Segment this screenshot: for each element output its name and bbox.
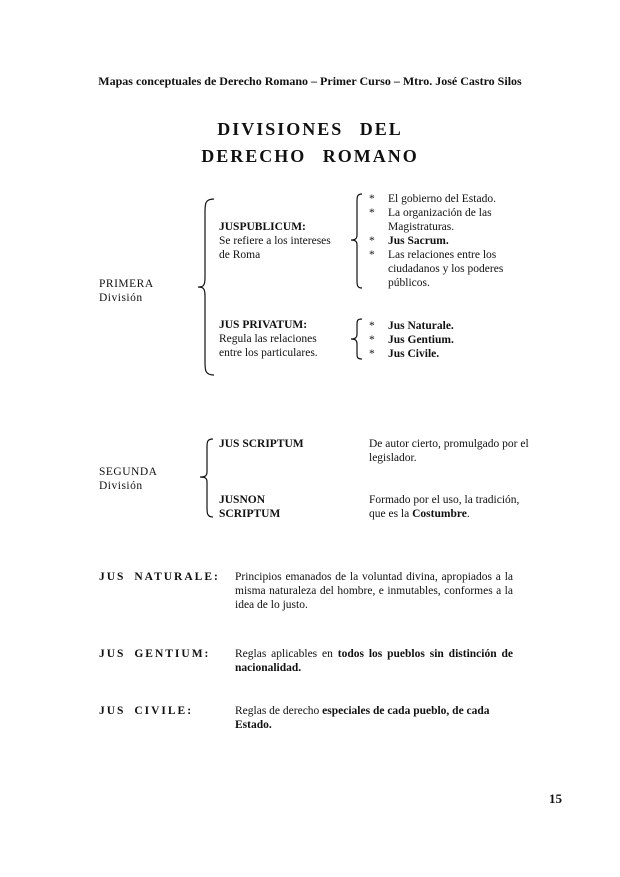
asterisk-bullet: *	[369, 348, 375, 360]
jus-civile-term: JUS CIVILE:	[99, 705, 194, 717]
primera-label	[99, 277, 154, 305]
jus-publicum-list	[369, 192, 519, 290]
jus-naturale-definition: Principios emanados de la voluntad divina, apropiados a la misma naturaleza del hombre, e inmutables, conformes a la idea de lo justo.	[235, 571, 513, 611]
primera-label-line-1: PRIMERA	[99, 278, 154, 290]
jus-civile-definition: Reglas de derecho especiales de cada pueblo, de cada Estado.	[235, 705, 490, 731]
jus-non-scriptum-name	[219, 493, 280, 521]
jus-gentium-term: JUS GENTIUM:	[99, 648, 211, 660]
list-item: * Jus Gentium.	[369, 334, 454, 346]
segunda-brace	[199, 438, 215, 518]
list-item: * Jus Sacrum.	[369, 235, 449, 247]
asterisk-bullet: *	[369, 320, 375, 332]
jus-privatum-block	[219, 318, 349, 360]
jus-privatum-desc-line-2: entre los particulares.	[219, 347, 318, 359]
jus-scriptum-desc: De autor cierto, promulgado por el legislador.	[369, 438, 529, 464]
primera-brace	[197, 198, 217, 376]
jus-publicum-block	[219, 220, 349, 262]
jus-privatum-desc-line-1: Regula las relaciones	[219, 333, 317, 345]
running-header: Mapas conceptuales de Derecho Romano – Primer Curso – Mtro. José Castro Silos	[98, 74, 522, 88]
list-item: * El gobierno del Estado.	[369, 193, 496, 205]
list-item: * La organización de las Magistraturas.	[369, 207, 492, 233]
privatum-brace	[350, 318, 364, 360]
asterisk-bullet: *	[369, 334, 375, 346]
list-item: * Las relaciones entre los ciudadanos y los poderes públicos.	[369, 249, 504, 289]
segunda-label-line-1: SEGUNDA	[99, 466, 158, 478]
jus-non-scriptum-name-line-2: SCRIPTUM	[219, 508, 281, 520]
asterisk-bullet: *	[369, 235, 375, 247]
jus-privatum-name: JUS PRIVATUM:	[219, 319, 308, 331]
asterisk-bullet: *	[369, 249, 375, 261]
jus-naturale-term: JUS NATURALE:	[99, 571, 220, 583]
primera-label-line-2: División	[99, 292, 143, 304]
asterisk-bullet: *	[369, 207, 375, 219]
list-item: * Jus Naturale.	[369, 320, 454, 332]
asterisk-bullet: *	[369, 193, 375, 205]
list-item: * Jus Civile.	[369, 348, 440, 360]
jus-privatum-list	[369, 319, 519, 361]
segunda-label-line-2: División	[99, 480, 143, 492]
jus-publicum-desc-line-2: de Roma	[219, 249, 261, 261]
jus-non-scriptum-name-line-1: JUSNON	[219, 494, 266, 506]
page-title-line-2: DERECHO ROMANO	[201, 146, 419, 166]
page-title-line-1: DIVISIONES DEL	[217, 119, 403, 139]
page-number: 15	[549, 791, 562, 806]
publicum-brace	[350, 193, 364, 289]
segunda-label	[99, 465, 157, 493]
jus-scriptum-name: JUS SCRIPTUM	[219, 438, 304, 450]
jus-gentium-definition: Reglas aplicables en todos los pueblos sin distinción de nacionalidad.	[235, 648, 513, 674]
jus-publicum-name: JUSPUBLICUM:	[219, 221, 306, 233]
jus-non-scriptum-desc: Formado por el uso, la tradición, que es la Costumbre.	[369, 494, 520, 520]
jus-publicum-desc-line-1: Se refiere a los intereses	[219, 235, 331, 247]
